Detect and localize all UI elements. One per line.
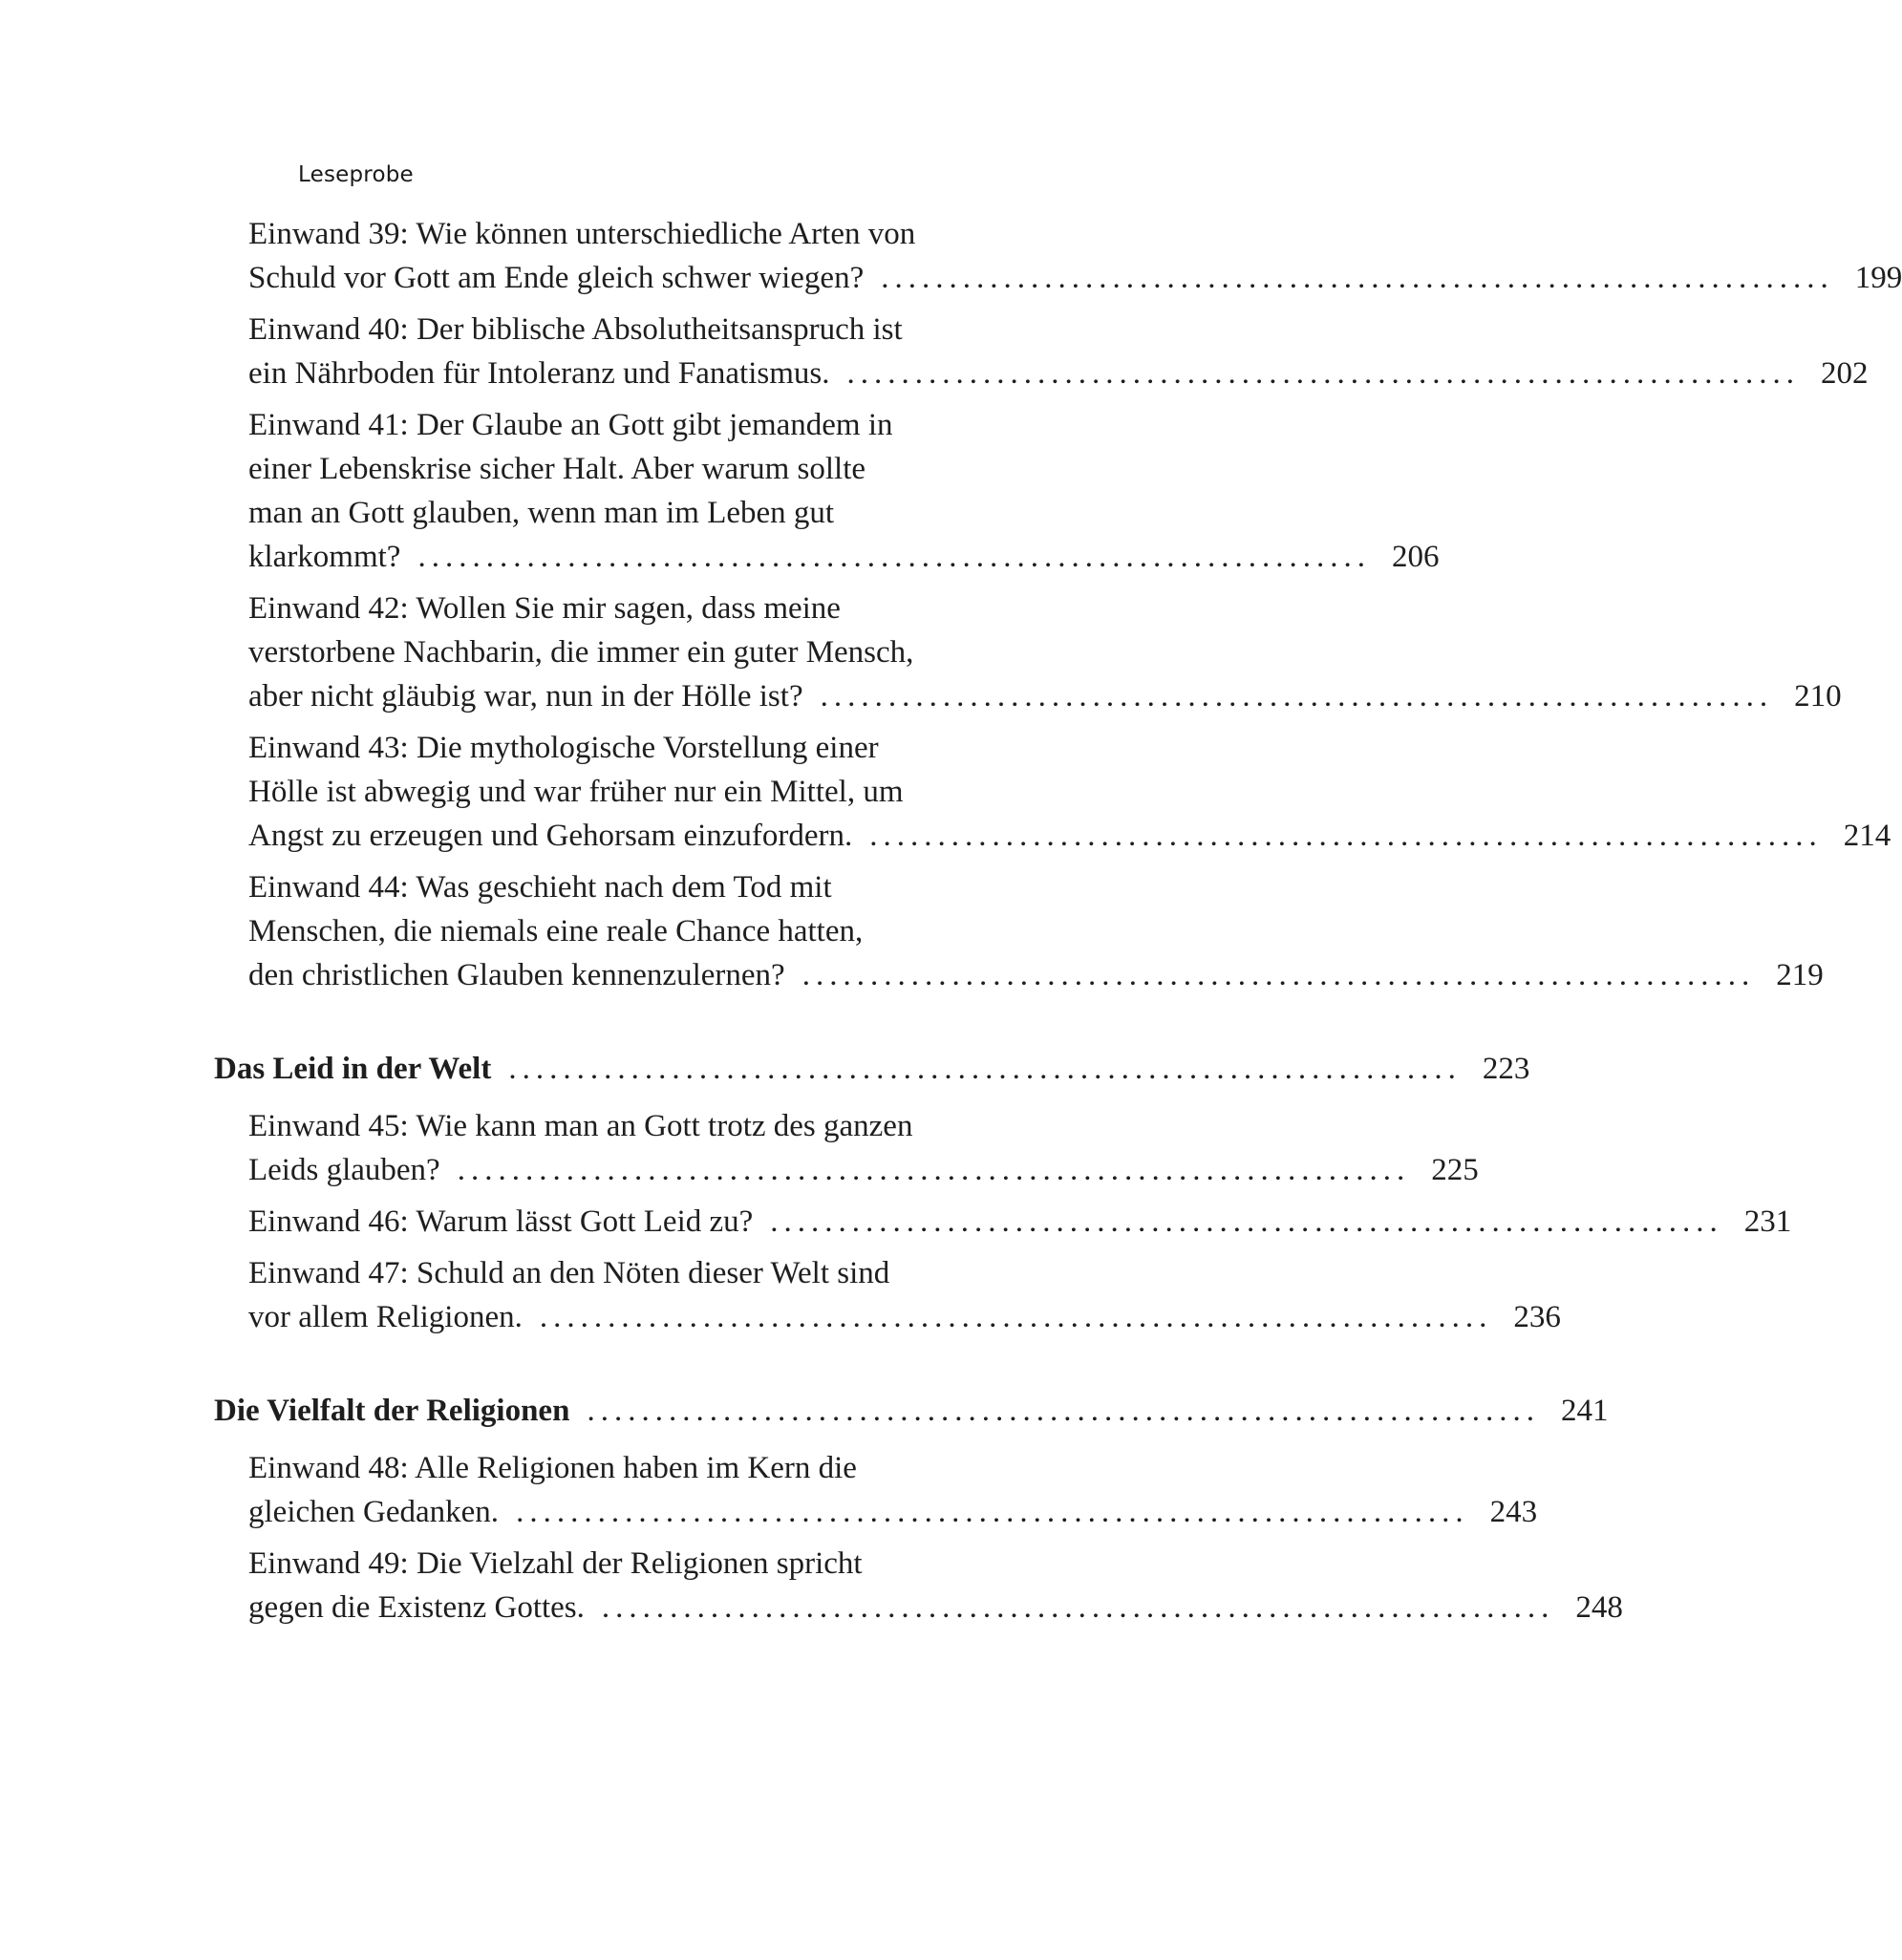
entry-text-line: Einwand 44: Was geschieht nach dem Tod mit bbox=[248, 870, 832, 905]
dot-leader: ...................................................................... bbox=[457, 1153, 1411, 1187]
page-number: 223 bbox=[1482, 1052, 1530, 1086]
entry-text-line: Einwand 45: Wie kann man an Gott trotz des ganzen bbox=[248, 1109, 913, 1143]
entry-text-line: Einwand 40: Der biblische Absolutheitsanspruch ist bbox=[248, 312, 903, 347]
entry-text-line: Einwand 41: Der Glaube an Gott gibt jemandem in bbox=[248, 408, 893, 442]
dot-leader: ...................................................................... bbox=[846, 356, 1801, 391]
dot-leader: ...................................................................... bbox=[508, 1052, 1462, 1086]
entry-text-line: Einwand 47: Schuld an den Nöten dieser Welt sind bbox=[248, 1256, 890, 1290]
toc-entry-einwand-46[interactable] bbox=[248, 1200, 1792, 1244]
entry-text-line: Einwand 48: Alle Religionen haben im Kern die bbox=[248, 1451, 857, 1485]
entry-text-line: Menschen, die niemals eine reale Chance hatten, bbox=[248, 914, 864, 948]
toc-entry-einwand-43[interactable] bbox=[248, 726, 1891, 858]
toc-entry-einwand-44[interactable] bbox=[248, 865, 1824, 997]
entry-text-line: aber nicht gläubig war, nun in der Hölle ist? bbox=[248, 679, 803, 714]
page-number: 248 bbox=[1575, 1590, 1623, 1625]
page-number: 214 bbox=[1843, 819, 1891, 853]
dot-leader: ...................................................................... bbox=[869, 819, 1823, 853]
dot-leader: ...................................................................... bbox=[770, 1204, 1723, 1239]
entry-text-line: Einwand 49: Die Vielzahl der Religionen spricht bbox=[248, 1546, 863, 1581]
dot-leader: ...................................................................... bbox=[539, 1300, 1493, 1334]
page-number: 219 bbox=[1776, 958, 1824, 992]
entry-text-line: Einwand 46: Warum lässt Gott Leid zu? bbox=[248, 1204, 754, 1239]
dot-leader: ...................................................................... bbox=[516, 1495, 1469, 1529]
entry-text-line: einer Lebenskrise sicher Halt. Aber warum sollte bbox=[248, 452, 866, 486]
entry-text-line: den christlichen Glauben kennenzulernen? bbox=[248, 958, 785, 992]
entry-text-line: Einwand 43: Die mythologische Vorstellung einer bbox=[248, 731, 879, 765]
entry-text-line: ein Nährboden für Intoleranz und Fanatismus. bbox=[248, 356, 830, 391]
entry-text-line: Schuld vor Gott am Ende gleich schwer wiegen? bbox=[248, 261, 865, 295]
page-number: 210 bbox=[1794, 679, 1842, 714]
dot-leader: ...................................................................... bbox=[417, 540, 1371, 574]
dot-leader: ...................................................................... bbox=[820, 679, 1774, 714]
entry-text-line: Leids glauben? bbox=[248, 1153, 440, 1187]
page-number: 231 bbox=[1743, 1204, 1792, 1239]
preview-label: Leseprobe bbox=[298, 162, 414, 187]
entry-text-line: gleichen Gedanken. bbox=[248, 1495, 500, 1529]
entry-text-line: Einwand 39: Wie können unterschiedliche Arten von bbox=[248, 217, 916, 251]
entry-text-line: man an Gott glauben, wenn man im Leben gut bbox=[248, 496, 835, 530]
table-of-contents bbox=[0, 212, 1902, 1630]
entry-text-line: verstorbene Nachbarin, die immer ein guter Mensch, bbox=[248, 635, 914, 670]
section-title: Das Leid in der Welt bbox=[214, 1052, 492, 1086]
toc-entry-einwand-41[interactable] bbox=[248, 403, 1440, 579]
toc-entry-einwand-49[interactable] bbox=[248, 1542, 1623, 1630]
dot-leader: ...................................................................... bbox=[601, 1590, 1555, 1625]
page-number: 202 bbox=[1821, 356, 1869, 391]
entry-text-line: Angst zu erzeugen und Gehorsam einzufordern. bbox=[248, 819, 853, 853]
page-number: 236 bbox=[1513, 1300, 1561, 1334]
toc-entry-einwand-47[interactable] bbox=[248, 1251, 1561, 1339]
toc-entry-einwand-48[interactable] bbox=[248, 1446, 1538, 1534]
section-title: Die Vielfalt der Religionen bbox=[214, 1394, 570, 1428]
dot-leader: ...................................................................... bbox=[881, 261, 1834, 295]
entry-text-line: Hölle ist abwegig und war früher nur ein Mittel, um bbox=[248, 775, 904, 809]
toc-section-vielfalt[interactable] bbox=[214, 1389, 1609, 1433]
page-number: 243 bbox=[1489, 1495, 1538, 1529]
entry-text-line: Einwand 42: Wollen Sie mir sagen, dass meine bbox=[248, 591, 841, 626]
page-number: 225 bbox=[1431, 1153, 1479, 1187]
page-number: 199 bbox=[1854, 261, 1902, 295]
entry-text-line: klarkommt? bbox=[248, 540, 401, 574]
entry-text-line: vor allem Religionen. bbox=[248, 1300, 523, 1334]
page-number: 206 bbox=[1391, 540, 1440, 574]
toc-entry-einwand-39[interactable] bbox=[248, 212, 1902, 300]
dot-leader: ...................................................................... bbox=[801, 958, 1756, 992]
toc-entry-einwand-42[interactable] bbox=[248, 586, 1842, 718]
toc-section-leid[interactable] bbox=[214, 1047, 1530, 1091]
entry-text-line: gegen die Existenz Gottes. bbox=[248, 1590, 585, 1625]
dot-leader: ...................................................................... bbox=[587, 1394, 1540, 1428]
toc-entry-einwand-45[interactable] bbox=[248, 1104, 1479, 1192]
page-number: 241 bbox=[1560, 1394, 1609, 1428]
toc-entry-einwand-40[interactable] bbox=[248, 308, 1869, 395]
